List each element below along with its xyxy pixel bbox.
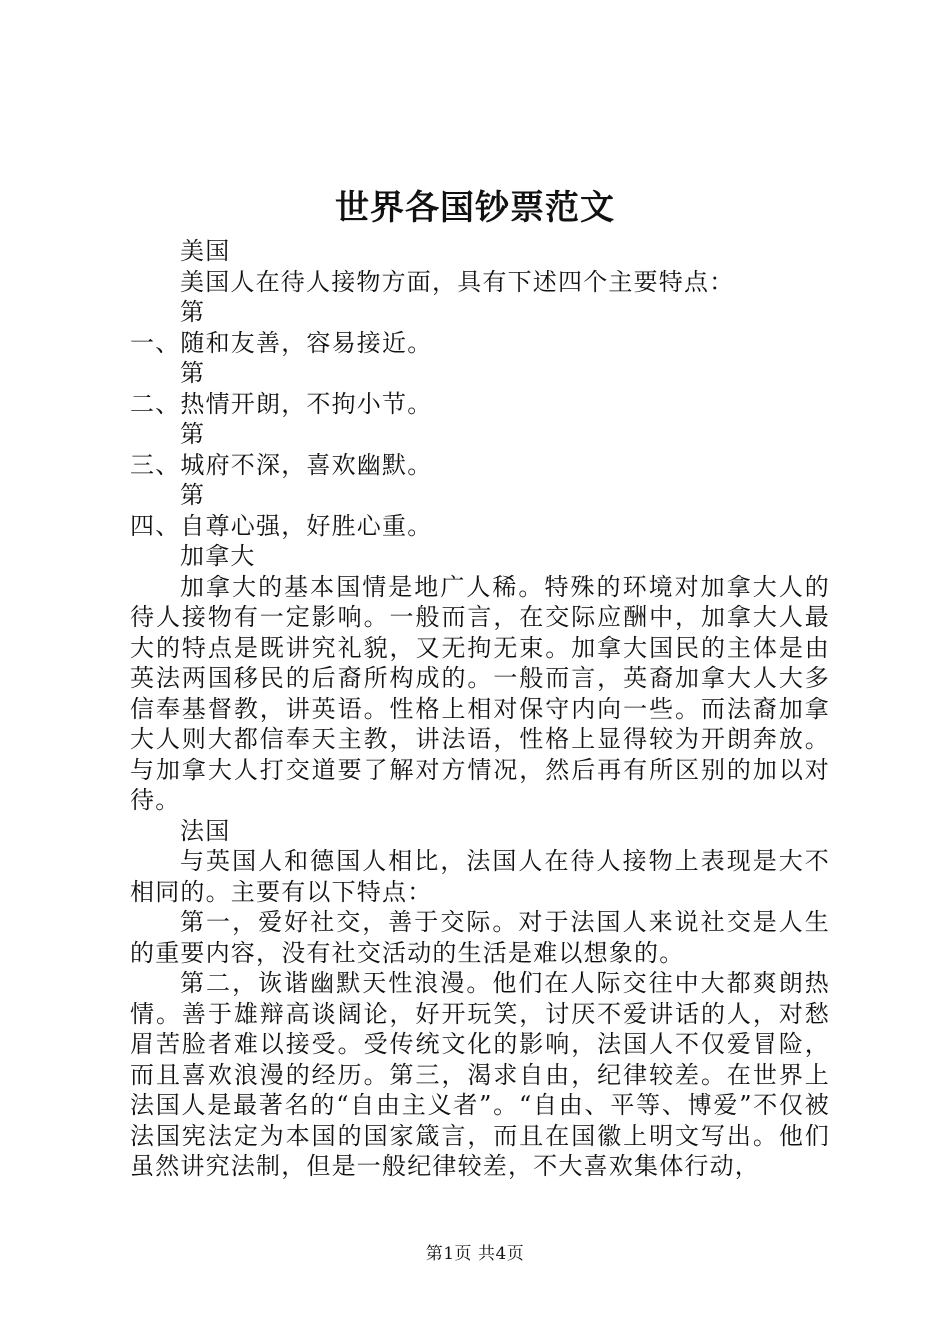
france-paragraph: 第一，爱好社交，善于交际。对于法国人来说社交是人生的重要内容，没有社交活动的生活是难以想象的。: [130, 908, 830, 967]
france-paragraph: 与英国人和德国人相比，法国人在待人接物上表现是大不相同的。主要有以下特点：: [130, 847, 830, 906]
usa-point-prefix: 第: [180, 481, 206, 509]
page-footer: 第1页 共4页: [425, 1244, 525, 1264]
section-heading-usa: 美国: [180, 237, 231, 265]
france-paragraph: 第二，诙谐幽默天性浪漫。他们在人际交往中大都爽朗热情。善于雄辩高谈阔论，好开玩笑，讨厌不爱讲话的人，对愁眉苦脸者难以接受。受传统文化的影响，法国人不仅爱冒险，而且喜欢浪漫的经历。第三，渴求自由，纪律较差。在世界上法国人是最著名的“自由主义者”。“自由、平等、博爱”不仅被法国宪法定为本国的国家箴言，而且在国徽上明文写出。他们虽然讲究法制，但是一般纪律较差，不大喜欢集体行动，: [130, 969, 830, 1180]
usa-point-text: 四、自尊心强，好胜心重。: [130, 511, 433, 540]
canada-paragraph: 加拿大的基本国情是地广人稀。特殊的环境对加拿大人的待人接物有一定影响。一般而言，在交际应酬中，加拿大人最大的特点是既讲究礼貌，又无拘无束。加拿大国民的主体是由英法两国移民的后裔所构成的。一般而言，英裔加拿大人大多信奉基督教，讲英语。性格上相对保守内向一些。而法裔加拿大人则大都信奉天主教，讲法语，性格上显得较为开朗奔放。与加拿大人打交道要了解对方情况，然后再有所区别的加以对待。: [130, 572, 830, 814]
document-title: 世界各国钞票范文: [335, 188, 615, 228]
usa-point-text: 二、热情开朗，不拘小节。: [130, 389, 433, 418]
usa-point-prefix: 第: [180, 420, 206, 448]
section-heading-france: 法国: [180, 816, 231, 845]
usa-point-text: 三、城府不深，喜欢幽默。: [130, 450, 433, 479]
usa-point-prefix: 第: [180, 359, 206, 387]
usa-intro: 美国人在待人接物方面，具有下述四个主要特点：: [180, 267, 735, 296]
usa-point-text: 一、随和友善，容易接近。: [130, 328, 433, 357]
document-body: [130, 236, 830, 1182]
usa-point-prefix: 第: [180, 298, 206, 326]
section-heading-canada: 加拿大: [180, 542, 256, 570]
